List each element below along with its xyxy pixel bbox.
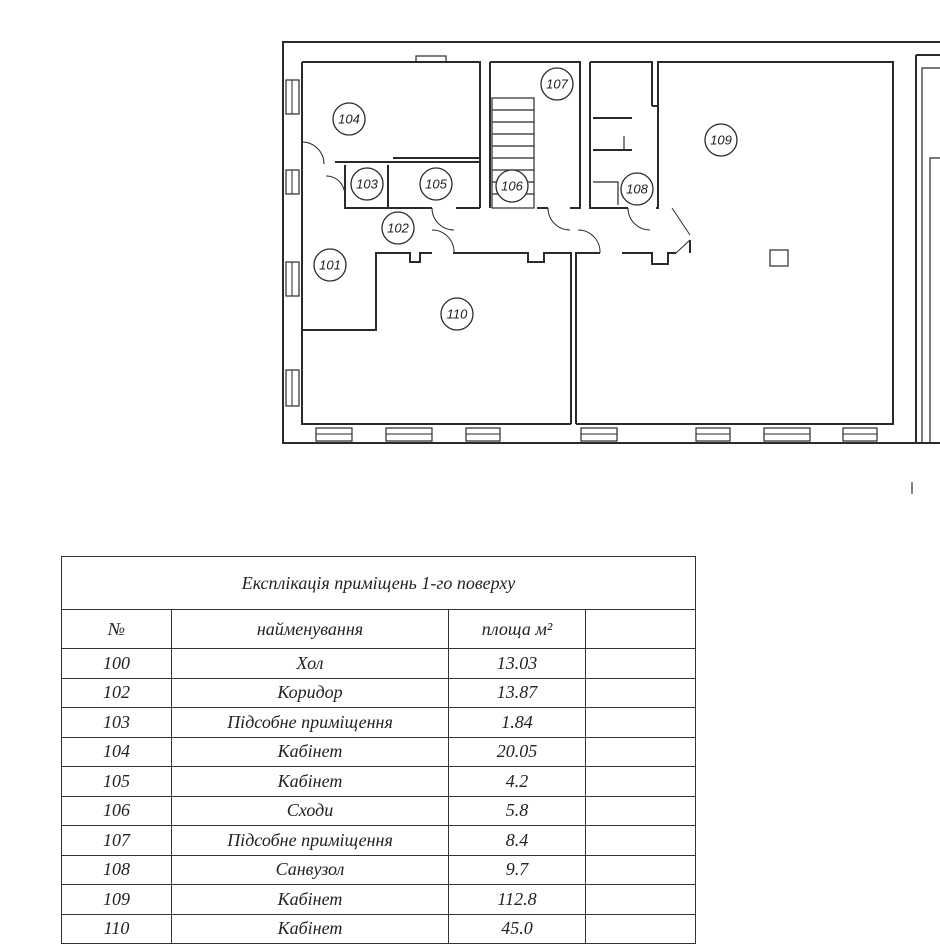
- svg-text:106: 106: [501, 178, 523, 194]
- room-name: Хол: [172, 649, 449, 679]
- room-number: 107: [62, 826, 172, 856]
- column-marker: [770, 250, 788, 266]
- table-row: [62, 708, 696, 738]
- header-name: найменування: [172, 610, 449, 649]
- window: [316, 428, 352, 441]
- header-number: №: [62, 610, 172, 649]
- room-number: 109: [62, 885, 172, 915]
- window: [286, 370, 299, 406]
- room-name: Санвузол: [172, 855, 449, 885]
- room-number: 110: [62, 914, 172, 944]
- explication-table: [61, 556, 696, 944]
- room-number: 104: [62, 737, 172, 767]
- table-row: [62, 914, 696, 944]
- room-number: 100: [62, 649, 172, 679]
- room-area: 9.7: [449, 855, 586, 885]
- table-row: [62, 649, 696, 679]
- room-label-106: [496, 170, 528, 202]
- table-row: [62, 855, 696, 885]
- extra-cell: [586, 855, 696, 885]
- room-label-109: [705, 124, 737, 156]
- room-name: Кабінет: [172, 767, 449, 797]
- svg-text:103: 103: [356, 176, 378, 192]
- room-label-101: [314, 249, 346, 281]
- table-row: [62, 826, 696, 856]
- window: [466, 428, 500, 441]
- window: [286, 170, 299, 194]
- room-label-105: [420, 168, 452, 200]
- header-extra: [586, 610, 696, 649]
- room-label-108: [621, 173, 653, 205]
- extra-cell: [586, 649, 696, 679]
- room-name: Сходи: [172, 796, 449, 826]
- room-number: 105: [62, 767, 172, 797]
- window: [581, 428, 617, 441]
- room-name: Кабінет: [172, 914, 449, 944]
- room-name: Підсобне приміщення: [172, 708, 449, 738]
- table-caption: Експлікація приміщень 1-го поверху: [62, 557, 696, 610]
- table-row: [62, 885, 696, 915]
- room-area: 1.84: [449, 708, 586, 738]
- svg-text:110: 110: [446, 306, 468, 322]
- window: [843, 428, 877, 441]
- room-area: 13.87: [449, 678, 586, 708]
- room-area: 112.8: [449, 885, 586, 915]
- extra-cell: [586, 678, 696, 708]
- header-area: площа м²: [449, 610, 586, 649]
- room-label-104: [333, 103, 365, 135]
- room-label-102: [382, 212, 414, 244]
- extra-cell: [586, 767, 696, 797]
- room-name: Підсобне приміщення: [172, 826, 449, 856]
- room-label-103: [351, 168, 383, 200]
- extra-cell: [586, 826, 696, 856]
- room-name: Кабінет: [172, 737, 449, 767]
- extra-cell: [586, 737, 696, 767]
- room-number: 103: [62, 708, 172, 738]
- outer-walls: [283, 42, 940, 443]
- extra-cell: [586, 796, 696, 826]
- table-row: [62, 767, 696, 797]
- window: [286, 80, 299, 114]
- svg-text:105: 105: [425, 176, 447, 192]
- svg-text:108: 108: [626, 181, 648, 197]
- window: [764, 428, 810, 441]
- room-label-107: [541, 68, 573, 100]
- svg-text:101: 101: [319, 257, 341, 273]
- svg-text:107: 107: [546, 76, 568, 92]
- room-label-110: [441, 298, 473, 330]
- room-area: 13.03: [449, 649, 586, 679]
- room-number: 106: [62, 796, 172, 826]
- window: [286, 262, 299, 296]
- svg-text:104: 104: [338, 111, 360, 127]
- svg-text:102: 102: [387, 220, 409, 236]
- window: [386, 428, 432, 441]
- room-number: 102: [62, 678, 172, 708]
- extra-cell: [586, 914, 696, 944]
- extra-cell: [586, 885, 696, 915]
- extra-cell: [586, 708, 696, 738]
- room-name: Кабінет: [172, 885, 449, 915]
- table-row: [62, 678, 696, 708]
- table-row: [62, 796, 696, 826]
- room-area: 4.2: [449, 767, 586, 797]
- room-name: Коридор: [172, 678, 449, 708]
- table-row: [62, 737, 696, 767]
- room-area: 20.05: [449, 737, 586, 767]
- room-number: 108: [62, 855, 172, 885]
- room-area: 8.4: [449, 826, 586, 856]
- svg-text:109: 109: [710, 132, 732, 148]
- window: [696, 428, 730, 441]
- room-area: 45.0: [449, 914, 586, 944]
- room-area: 5.8: [449, 796, 586, 826]
